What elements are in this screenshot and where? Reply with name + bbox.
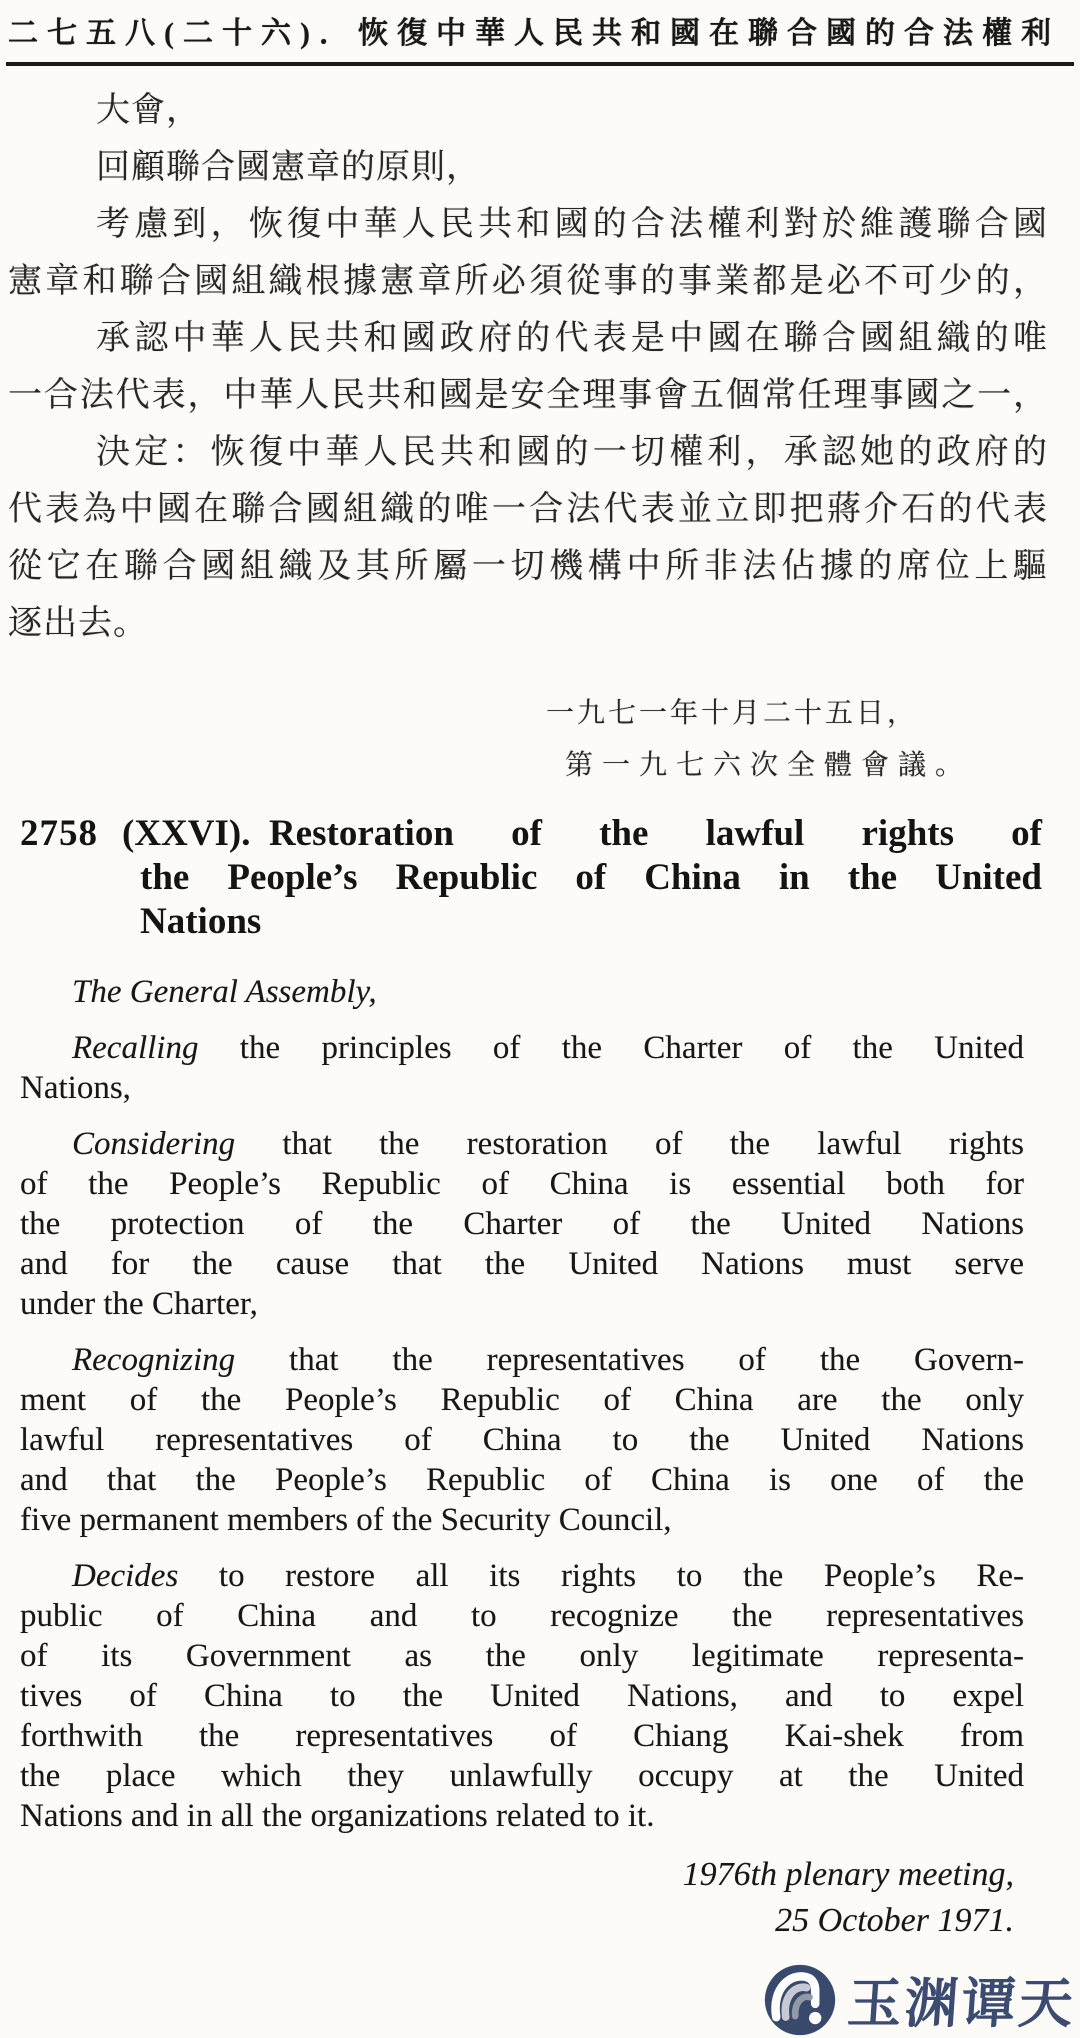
resolution-heading-en [0, 812, 1080, 944]
plenary-meeting-en [0, 1852, 1080, 1944]
resolution-body-zh [0, 82, 1080, 652]
en-line: of its Government as the only legitimate representa- [20, 1638, 1024, 1674]
en-line: of the People’s Republic of China is essential both for [20, 1166, 1024, 1202]
en-line: lawful representatives of China to the United Nations [20, 1422, 1024, 1458]
zh-line: 逐出去。 [8, 605, 148, 642]
lead-word: The General Assembly, [72, 974, 377, 1010]
zh-line: 考慮到，恢復中華人民共和國的合法權利對於維護聯合國 [96, 206, 1048, 243]
watermark-text: 玉渊谭天 [845, 1974, 1078, 2034]
zh-line: 代表為中國在聯合國組織的唯一合法代表並立即把蔣介石的代表 [8, 491, 1048, 528]
en-line: and that the People’s Republic of China is one of the [20, 1462, 1024, 1498]
yuyuantantian-logo-icon [762, 1962, 838, 2038]
meeting-line: 25 October 1971. [775, 1902, 1014, 1939]
en-line [20, 1124, 1024, 1164]
en-line [20, 1556, 1024, 1596]
lead-word: Recognizing [72, 1342, 236, 1378]
heading-line [20, 812, 1042, 856]
en-line: public of China and to recognize the representatives [20, 1598, 1024, 1634]
zh-line: 大會， [96, 92, 201, 129]
en-line: the place which they unlawfully occupy at the United [20, 1758, 1024, 1794]
meeting-line-zh: 第一九七六次全體會議。 [564, 750, 972, 781]
en-line: five permanent members of the Security Council, [20, 1502, 672, 1538]
en-line: Nations and in all the organizations related to it. [20, 1798, 655, 1834]
en-text: the principles of the Charter of the United [198, 1030, 1024, 1066]
lead-word: Decides [72, 1558, 179, 1594]
date-line-zh: 一九七一年十月二十五日， [545, 698, 918, 729]
meeting-line: 1976th plenary meeting, [682, 1856, 1014, 1893]
zh-line: 從它在聯合國組織及其所屬一切機構中所非法佔據的席位上驅 [8, 548, 1048, 585]
en-text: that the restoration of the lawful rights [235, 1126, 1024, 1162]
en-line: the protection of the Charter of the United Nations [20, 1206, 1024, 1242]
en-line: Nations, [20, 1070, 131, 1106]
resolution-title-zh: 二七五八(二十六)．恢復中華人民共和國在聯合國的合法權利 [6, 0, 1074, 66]
zh-line: 一合法代表，中華人民共和國是安全理事會五個常任理事國之一， [8, 377, 1048, 414]
zh-line: 憲章和聯合國組織根據憲章所必須從事的事業都是必不可少的， [8, 263, 1048, 300]
en-line: ment of the People’s Republic of China are the only [20, 1382, 1024, 1418]
en-line [20, 1340, 1024, 1380]
en-line: and for the cause that the United Nations must serve [20, 1246, 1024, 1282]
en-line [20, 1028, 1024, 1068]
adoption-date-zh [0, 688, 1080, 792]
zh-line: 回顧聯合國憲章的原則， [96, 149, 481, 186]
zh-line: 承認中華人民共和國政府的代表是中國在聯合國組織的唯 [96, 320, 1048, 357]
en-line: forthwith the representatives of Chiang Kai-shek from [20, 1718, 1024, 1754]
resolution-number: 2758 [20, 813, 98, 854]
en-line [20, 972, 1024, 1012]
heading-line: Nations [140, 901, 262, 942]
heading-line: the People’s Republic of China in the United [140, 857, 1042, 898]
en-text: to restore all its rights to the People’s Re- [178, 1558, 1024, 1594]
watermark [762, 1961, 1076, 2038]
resolution-body-en [0, 972, 1080, 1836]
en-line: tives of China to the United Nations, and to expel [20, 1678, 1024, 1714]
zh-line: 決定：恢復中華人民共和國的一切權利，承認她的政府的 [96, 434, 1048, 471]
heading-text: (XXVI). Restoration of the lawful rights of [122, 813, 1042, 854]
lead-word: Recalling [72, 1030, 199, 1066]
en-text: that the representatives of the Govern- [235, 1342, 1024, 1378]
en-line: under the Charter, [20, 1286, 258, 1322]
lead-word: Considering [72, 1126, 236, 1162]
